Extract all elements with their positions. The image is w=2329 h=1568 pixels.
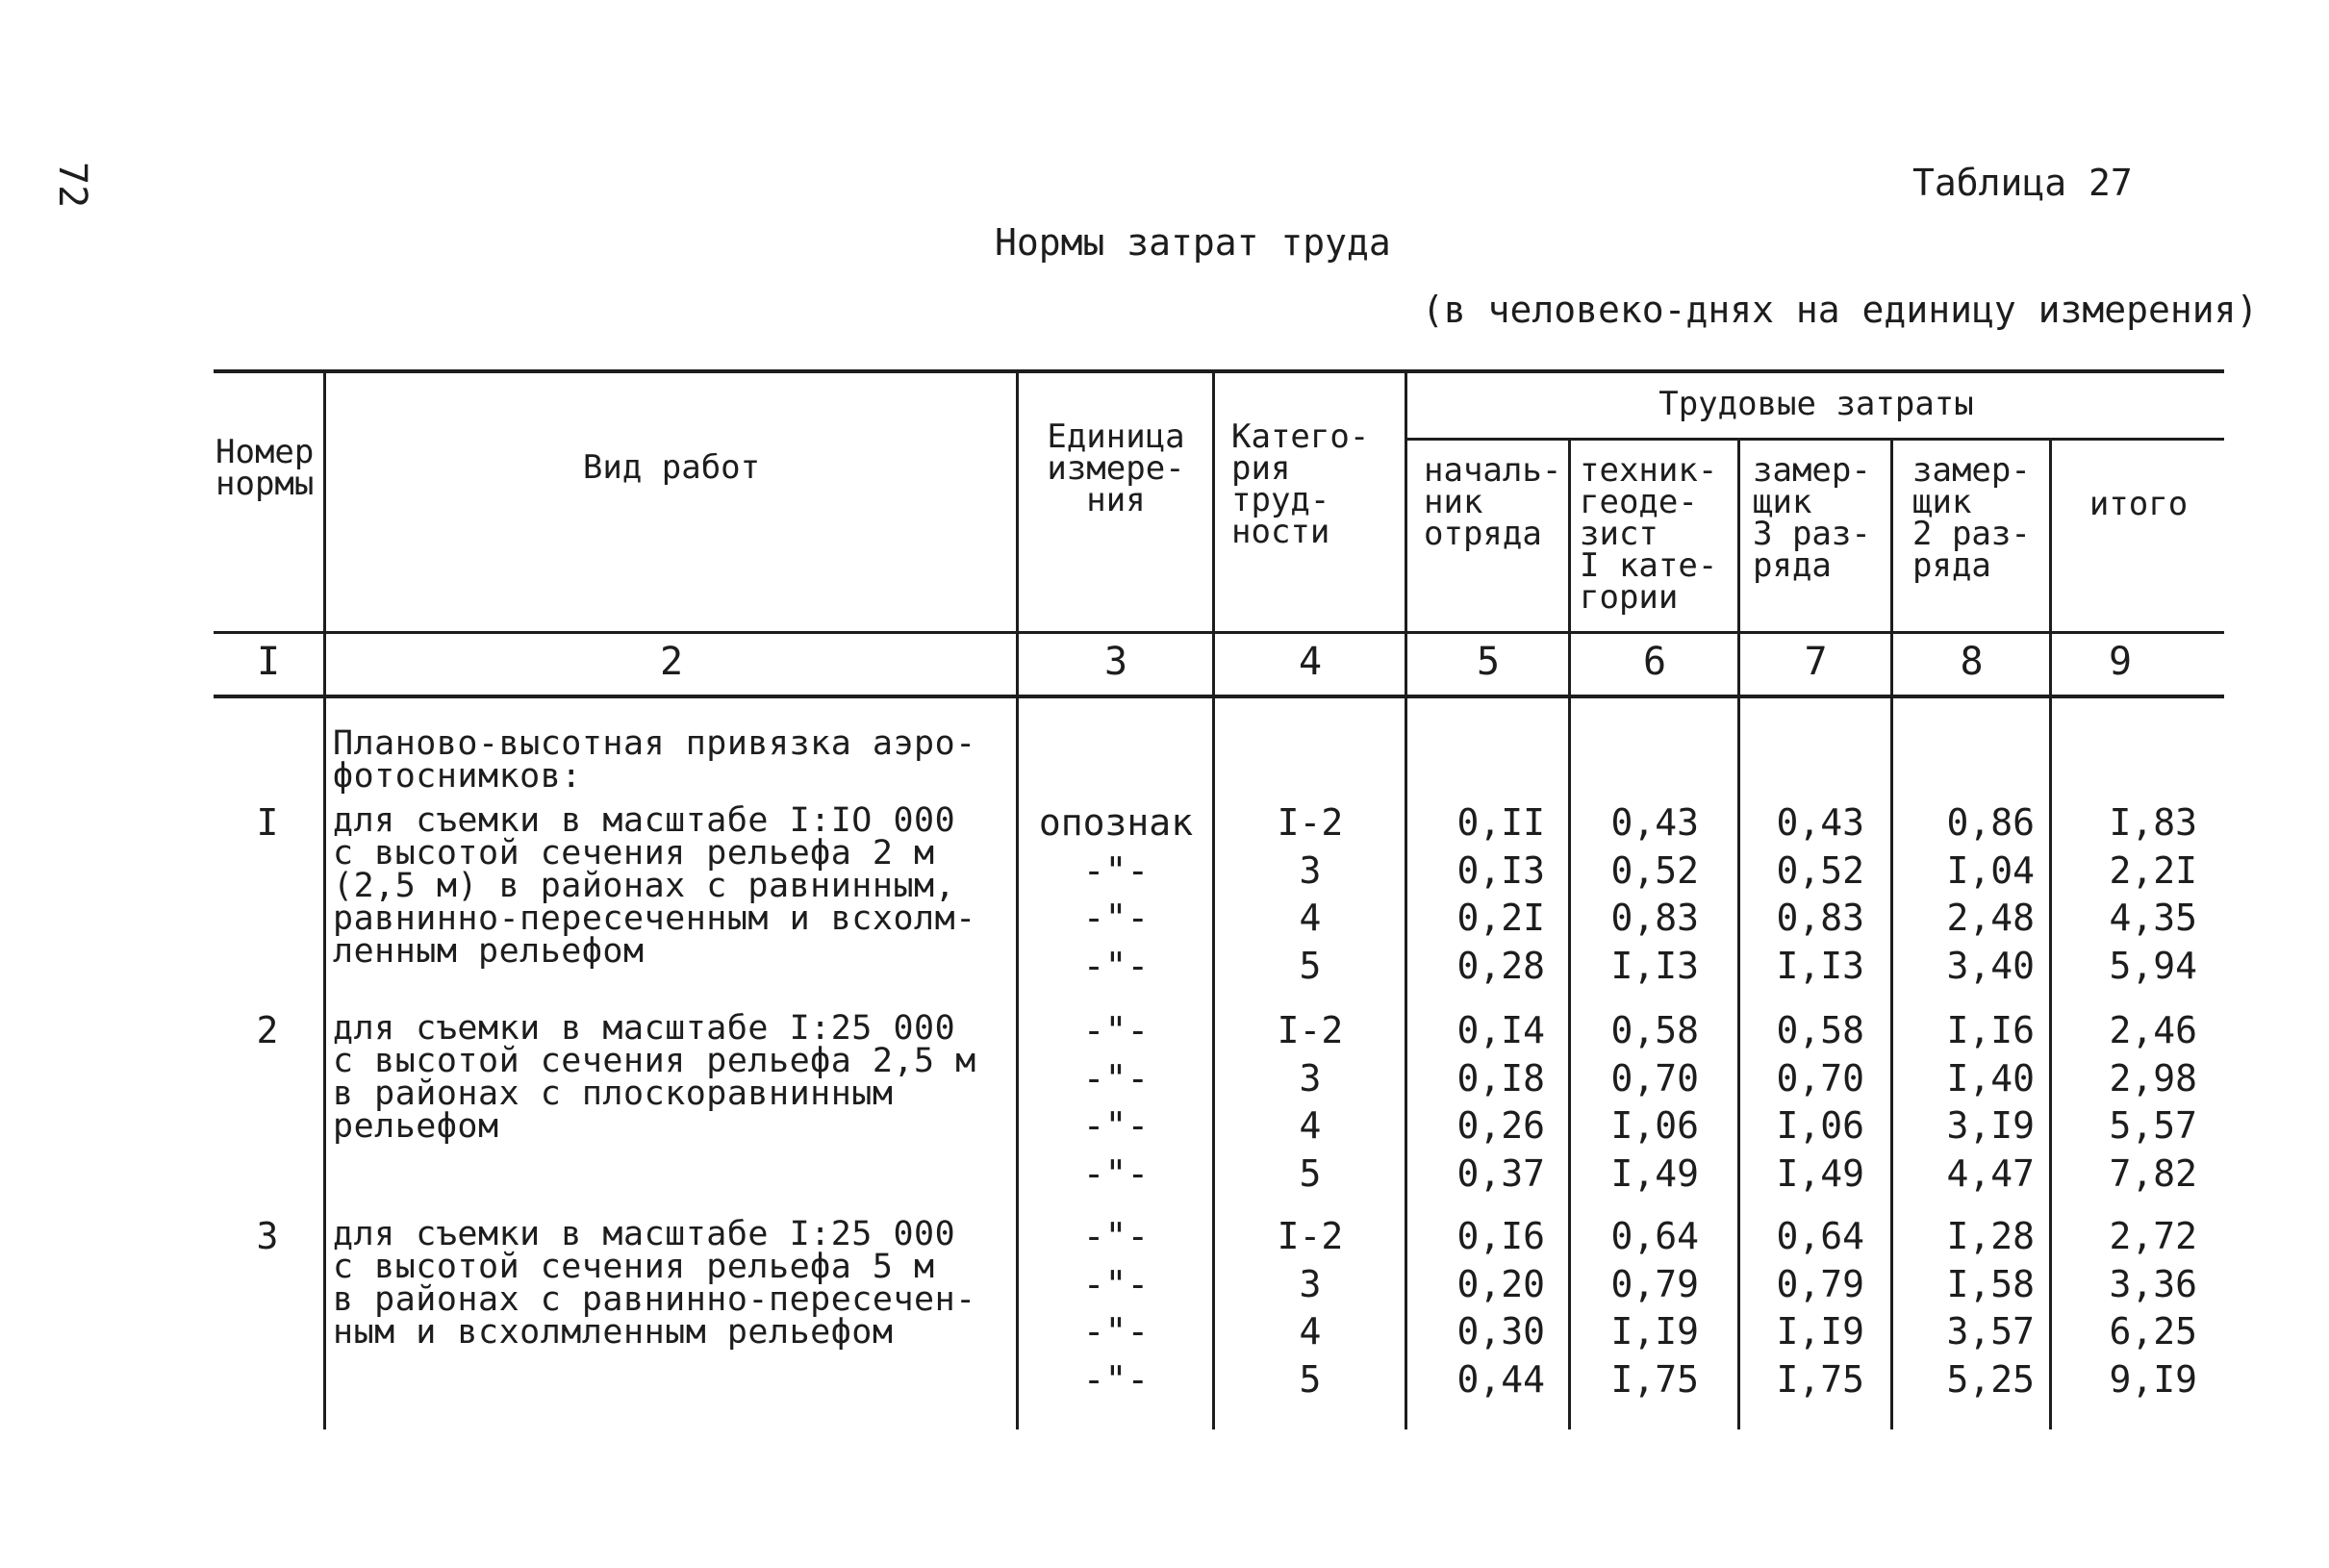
cell-measurer-2: I,04 xyxy=(1946,848,2035,892)
cell-total: 2,46 xyxy=(2109,1009,2197,1051)
header-measurer-2: замер- щик 2 раз- ряда xyxy=(1912,451,2031,585)
cell-unit: -"- xyxy=(1082,1151,1150,1195)
cell-unit: -"- xyxy=(1082,1357,1150,1401)
cell-measurer-2: 4,47 xyxy=(1946,1151,2035,1195)
cell-technician: 0,58 xyxy=(1610,1009,1699,1051)
cell-technician: I,75 xyxy=(1610,1357,1699,1401)
cell-total: 5,94 xyxy=(2109,944,2197,987)
cell-measurer-2: 0,86 xyxy=(1946,801,2035,844)
cell-chief: 0,I4 xyxy=(1456,1009,1545,1051)
cell-unit: -"- xyxy=(1082,1310,1150,1353)
cell-total: 2,72 xyxy=(2109,1215,2197,1257)
cell-category: 5 xyxy=(1299,1357,1322,1401)
work-description: для съемки в масштабе I:IO 000 с высотой сечения рельефа 2 м (2,5 м) в районах с равнинным, равнинно-пересеченным и всхолм- ленным рельефом xyxy=(333,801,976,971)
cell-measurer-3: 0,43 xyxy=(1776,801,1864,844)
column-divider xyxy=(1890,439,1893,1429)
column-number: I xyxy=(256,640,281,684)
table-title: Нормы затрат труда xyxy=(995,221,1391,264)
cell-measurer-3: 0,79 xyxy=(1776,1262,1864,1305)
cell-measurer-3: 0,70 xyxy=(1776,1056,1864,1100)
cell-technician: I,I9 xyxy=(1610,1310,1699,1353)
header-norm-number: Номер нормы xyxy=(215,433,315,503)
column-divider xyxy=(1212,371,1215,1429)
cell-chief: 0,I8 xyxy=(1456,1056,1545,1100)
cell-measurer-2: 5,25 xyxy=(1946,1357,2035,1401)
column-number: 8 xyxy=(1960,640,1984,684)
cell-unit: -"- xyxy=(1082,1009,1150,1051)
cell-technician: I,06 xyxy=(1610,1104,1699,1147)
cell-measurer-2: 3,57 xyxy=(1946,1310,2035,1353)
cell-chief: 0,44 xyxy=(1456,1357,1545,1401)
cell-technician: 0,70 xyxy=(1610,1056,1699,1100)
work-description: для съемки в масштабе I:25 000 с высотой сечения рельефа 5 м в районах с равнинно-пересечен- ным и всхолмленным рельефом xyxy=(333,1215,976,1352)
column-divider xyxy=(1568,439,1571,1429)
column-number: 7 xyxy=(1804,640,1828,684)
cell-technician: 0,43 xyxy=(1610,801,1699,844)
cell-category: 3 xyxy=(1299,848,1322,892)
header-chief: началь- ник отряда xyxy=(1424,451,1562,553)
cell-total: 2,98 xyxy=(2109,1056,2197,1100)
cell-category: 3 xyxy=(1299,1056,1322,1100)
column-divider xyxy=(1737,439,1740,1429)
cell-measurer-2: I,I6 xyxy=(1946,1009,2035,1051)
cell-technician: 0,83 xyxy=(1610,897,1699,939)
header-work-type: Вид работ xyxy=(582,448,761,487)
cell-measurer-3: 0,64 xyxy=(1776,1215,1864,1257)
section-title: Планово-высотная привязка аэро- фотоснимков: xyxy=(333,724,976,796)
cell-chief: 0,2I xyxy=(1456,897,1545,939)
column-number: 9 xyxy=(2108,640,2133,684)
cell-technician: 0,52 xyxy=(1610,848,1699,892)
cell-category: 4 xyxy=(1299,1104,1322,1147)
cell-category: 3 xyxy=(1299,1262,1322,1305)
column-divider xyxy=(2049,439,2052,1429)
header-labor-costs: Трудовые затраты xyxy=(1658,385,1974,423)
cell-unit: -"- xyxy=(1082,1056,1150,1100)
cell-total: 7,82 xyxy=(2109,1151,2197,1195)
cell-measurer-2: 2,48 xyxy=(1946,897,2035,939)
cell-chief: 0,I3 xyxy=(1456,848,1545,892)
norm-number: 2 xyxy=(256,1009,279,1051)
cell-measurer-2: I,40 xyxy=(1946,1056,2035,1100)
cell-chief: 0,28 xyxy=(1456,944,1545,987)
cell-unit: опознак xyxy=(1038,801,1194,844)
cell-measurer-3: 0,52 xyxy=(1776,848,1864,892)
header-total: итого xyxy=(2089,485,2189,523)
cell-total: I,83 xyxy=(2109,801,2197,844)
header-bottom-rule xyxy=(214,631,2224,634)
cell-measurer-3: I,06 xyxy=(1776,1104,1864,1147)
cell-measurer-3: I,I3 xyxy=(1776,944,1864,987)
cell-measurer-2: 3,40 xyxy=(1946,944,2035,987)
cell-measurer-3: 0,58 xyxy=(1776,1009,1864,1051)
cell-unit: -"- xyxy=(1082,1215,1150,1257)
cell-unit: -"- xyxy=(1082,1262,1150,1305)
page-number: 72 xyxy=(50,162,94,209)
column-numbers-rule xyxy=(214,695,2224,698)
column-number: 2 xyxy=(659,640,684,684)
cell-chief: 0,II xyxy=(1456,801,1545,844)
work-description: для съемки в масштабе I:25 000 с высотой сечения рельефа 2,5 м в районах с плоскоравнинным рельефом xyxy=(333,1009,976,1146)
column-number: 4 xyxy=(1298,640,1323,684)
header-technician: техник- геоде- зист I кате- гории xyxy=(1580,451,1718,617)
header-unit: Единица измере- ния xyxy=(1047,417,1185,519)
cell-category: 4 xyxy=(1299,897,1322,939)
cell-category: 5 xyxy=(1299,1151,1322,1195)
cell-chief: 0,37 xyxy=(1456,1151,1545,1195)
table-label: Таблица 27 xyxy=(1912,162,2133,204)
cell-total: 5,57 xyxy=(2109,1104,2197,1147)
header-measurer-3: замер- щик 3 раз- ряда xyxy=(1753,451,1871,585)
cell-category: 4 xyxy=(1299,1310,1322,1353)
cell-unit: -"- xyxy=(1082,848,1150,892)
cell-chief: 0,20 xyxy=(1456,1262,1545,1305)
cell-measurer-3: I,I9 xyxy=(1776,1310,1864,1353)
column-number: 6 xyxy=(1642,640,1667,684)
header-category: Катего- рия труд- ности xyxy=(1231,417,1370,551)
cell-category: 5 xyxy=(1299,944,1322,987)
norm-number: I xyxy=(256,801,279,844)
cell-measurer-2: I,28 xyxy=(1946,1215,2035,1257)
cell-total: 9,I9 xyxy=(2109,1357,2197,1401)
column-divider xyxy=(323,371,326,1429)
norm-number: 3 xyxy=(256,1215,279,1257)
cell-unit: -"- xyxy=(1082,1104,1150,1147)
cell-category: I-2 xyxy=(1277,1215,1344,1257)
table-unit-note: (в человеко-днях на единицу измерения) xyxy=(1422,289,2259,331)
cell-measurer-3: 0,83 xyxy=(1776,897,1864,939)
cell-unit: -"- xyxy=(1082,944,1150,987)
cell-chief: 0,30 xyxy=(1456,1310,1545,1353)
column-number: 3 xyxy=(1103,640,1128,684)
cell-total: 4,35 xyxy=(2109,897,2197,939)
cell-technician: I,I3 xyxy=(1610,944,1699,987)
cell-measurer-3: I,49 xyxy=(1776,1151,1864,1195)
cell-measurer-2: 3,I9 xyxy=(1946,1104,2035,1147)
cell-total: 6,25 xyxy=(2109,1310,2197,1353)
cell-category: I-2 xyxy=(1277,801,1344,844)
cell-technician: 0,64 xyxy=(1610,1215,1699,1257)
column-number: 5 xyxy=(1476,640,1501,684)
table-top-rule xyxy=(214,369,2224,373)
cell-chief: 0,26 xyxy=(1456,1104,1545,1147)
cell-total: 2,2I xyxy=(2109,848,2197,892)
column-divider xyxy=(1405,371,1407,1429)
cell-chief: 0,I6 xyxy=(1456,1215,1545,1257)
cell-technician: I,49 xyxy=(1610,1151,1699,1195)
cell-category: I-2 xyxy=(1277,1009,1344,1051)
labor-costs-rule xyxy=(1406,438,2224,441)
cell-unit: -"- xyxy=(1082,897,1150,939)
cell-measurer-2: I,58 xyxy=(1946,1262,2035,1305)
cell-measurer-3: I,75 xyxy=(1776,1357,1864,1401)
column-divider xyxy=(1016,371,1019,1429)
cell-total: 3,36 xyxy=(2109,1262,2197,1305)
cell-technician: 0,79 xyxy=(1610,1262,1699,1305)
